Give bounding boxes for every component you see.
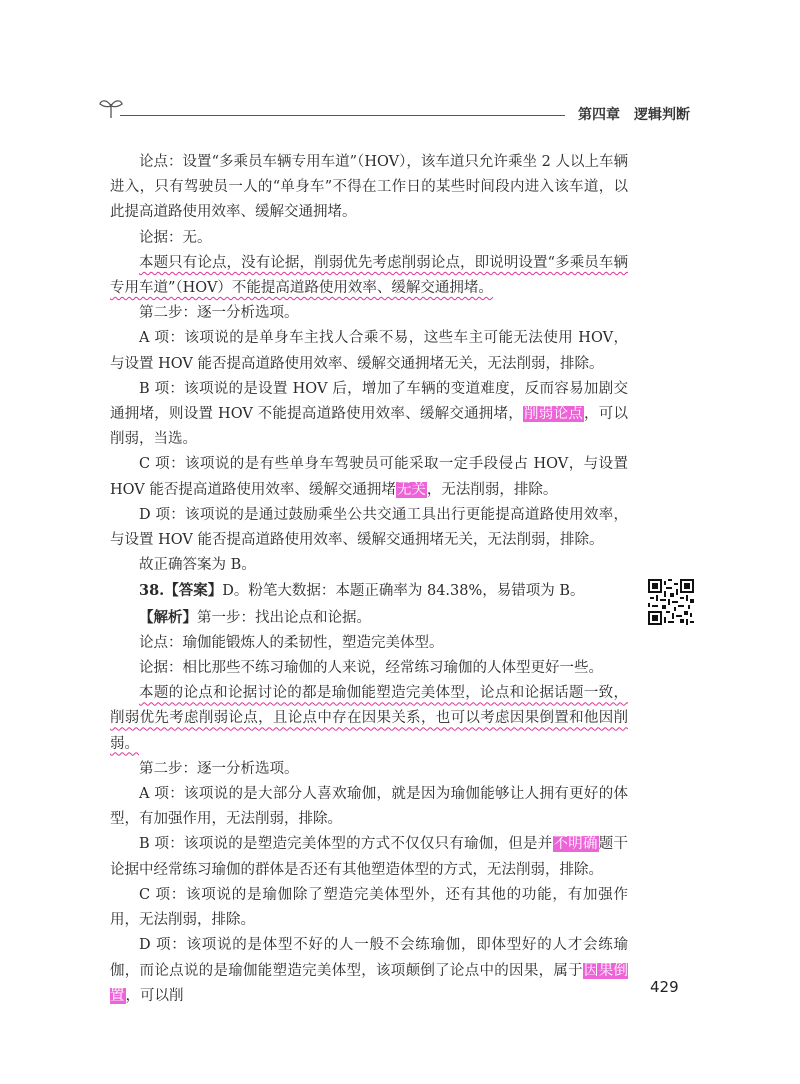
paragraph (110, 605, 628, 631)
text-segment: A 项：该项说的是大部分人喜欢瑜伽，就是因为瑜伽能够让人拥有更好的体型，有加强作用，无法削弱，排除。 (110, 786, 628, 828)
text-segment: D 项：该项说的是通过鼓励乘坐公共交通工具出行更能提高道路使用效率，与设置 HOV 能否提高道路使用效率、缓解交通拥堵无关，无法削弱，排除。 (110, 506, 628, 549)
page-body (110, 150, 628, 1009)
paragraph (110, 757, 628, 782)
highlighted-text: 因果倒置 (110, 962, 629, 1004)
sprout-icon (98, 96, 124, 120)
paragraph (110, 377, 628, 453)
paragraph (110, 251, 628, 301)
text-segment: B 项：该项说的是塑造完美体型的方式不仅仅只有瑜伽，但是并 (139, 836, 553, 853)
paragraph (110, 503, 628, 553)
text-segment: A 项：该项说的是单身车主找人合乘不易，这些车主可能无法使用 HOV，与设置 HOV 能否提高道路使用效率、缓解交通拥堵无关，无法削弱，排除。 (110, 330, 628, 372)
text-segment: 论据：相比那些不练习瑜伽的人来说，经常练习瑜伽的人体型更好一些。 (139, 660, 603, 677)
paragraph (110, 150, 628, 226)
text-segment: B 项：该项说的是设置 HOV 后，增加了车辆的变道难度，反而容易加剧交通拥堵，则设置 HOV 不能提高道路使用效率、缓解交通拥堵， (110, 380, 628, 423)
paragraph (110, 933, 628, 1009)
text-segment: 论据：无。 (139, 229, 212, 246)
underlined-text: 本题的论点和论据讨论的都是瑜伽能塑造完美体型，论点和论据话题一致，削弱优先考虑削弱论点，且论点中存在因果关系，也可以考虑因果倒置和他因削弱。 (110, 685, 628, 752)
bold-label: 【解析】 (139, 608, 197, 626)
paragraph (110, 883, 628, 933)
text-segment: 第二步：逐一分析选项。 (139, 305, 299, 322)
paragraph (110, 578, 628, 604)
chapter-header (578, 104, 690, 124)
chapter-title: 逻辑判断 (634, 107, 690, 123)
highlighted-text: 无关 (396, 481, 426, 498)
text-segment: ，无法削弱，排除。 (426, 481, 558, 498)
paragraph (110, 301, 628, 326)
text-segment: 第一步：找出论点和论据。 (197, 609, 371, 626)
text-segment: ，可以削 (125, 987, 184, 1004)
paragraph (110, 656, 628, 681)
paragraph (110, 681, 628, 757)
text-segment: C 项：该项说的是有些单身车驾驶员可能采取一定手段侵占 HOV，与设置 HOV 能否提高道路使用效率、缓解交通拥堵 (110, 456, 628, 498)
paragraph (110, 226, 628, 251)
highlighted-text: 不明确 (553, 836, 598, 853)
bold-label: 38.【答案】 (139, 582, 223, 600)
text-segment: 论点：瑜伽能锻炼人的柔韧性，塑造完美体型。 (139, 634, 444, 651)
paragraph (110, 631, 628, 656)
text-segment: ，可以削弱，当选。 (110, 406, 629, 448)
text-segment: D 项：该项说的是体型不好的人一般不会练瑜伽，即体型好的人才会练瑜伽，而论点说的是瑜伽能塑造完美体型，该项颠倒了论点中的因果，属于 (110, 937, 628, 979)
qr-code-icon (648, 579, 694, 625)
paragraph (110, 452, 628, 502)
paragraph (110, 326, 628, 376)
text-segment: 故正确答案为 B。 (139, 557, 256, 574)
paragraph (110, 832, 628, 882)
chapter-number: 第四章 (578, 107, 620, 123)
text-segment: 题干论据中经常练习瑜伽的群体是否还有其他塑造体型的方式，无法削弱，排除。 (110, 836, 629, 878)
text-segment: D。粉笔大数据：本题正确率为 84.38%，易错项为 B。 (222, 583, 585, 600)
paragraph (110, 553, 628, 578)
underlined-text: 本题只有论点，没有论据，削弱优先考虑削弱论点，即说明设置“多乘员车辆专用车道”（HOV）不能提高道路使用效率、缓解交通拥堵。 (110, 254, 628, 297)
text-segment: 第二步：逐一分析选项。 (139, 760, 299, 777)
text-segment: C 项：该项说的是瑜伽除了塑造完美体型外，还有其他的功能，有加强作用，无法削弱，排除。 (110, 886, 628, 929)
header-rule (120, 115, 565, 116)
paragraph (110, 782, 628, 832)
text-segment: 论点：设置“多乘员车辆专用车道”（HOV），该车道只允许乘坐 2 人以上车辆进入，只有驾驶员一人的“单身车”不得在工作日的某些时间段内进入该车道，以此提高道路使用效率、缓解交通拥堵。 (110, 154, 628, 221)
page-number: 429 (650, 978, 679, 996)
highlighted-text: 削弱论点 (524, 406, 584, 423)
